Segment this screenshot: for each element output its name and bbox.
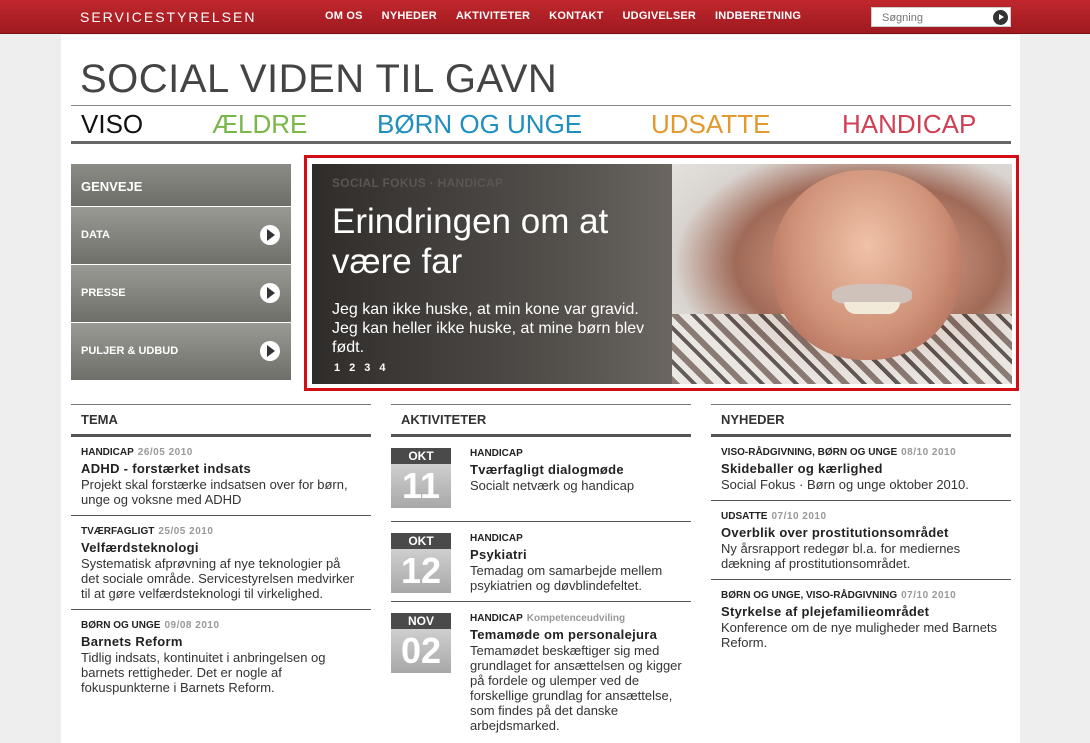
topnav-aktiviteter[interactable]: AKTIVITETER xyxy=(455,10,531,22)
genveje-item-data[interactable] xyxy=(71,207,291,264)
entry-title[interactable]: ADHD - forstærket indsats xyxy=(81,461,252,476)
entry-meta xyxy=(81,526,361,537)
list-item[interactable] xyxy=(711,580,1011,658)
category-nav xyxy=(71,105,1011,144)
entry-category: HANDICAP xyxy=(470,448,523,459)
entry-meta xyxy=(470,613,691,624)
entry-date: 25/05 2010 xyxy=(158,526,214,537)
entry-date: 07/10 2010 xyxy=(901,590,957,601)
entry-title[interactable]: Skideballer og kærlighed xyxy=(721,461,883,476)
entry-category: HANDICAP xyxy=(81,447,134,458)
category-viso[interactable]: VISO xyxy=(81,109,144,139)
hero-photo xyxy=(672,164,1012,384)
entry-text: Temamødet beskæftiger sig med grundlaget for ansættelsen og kigger på fordele og ulemper ved de forskellige grundlag for ansættelse, som findes på det danske arbejdsmarked. xyxy=(470,643,682,733)
entry-meta xyxy=(470,533,691,544)
photo-face xyxy=(772,170,962,360)
hero-text-panel xyxy=(312,164,672,384)
topnav-udgivelser[interactable]: UDGIVELSER xyxy=(622,10,697,22)
genveje-item-label: DATA xyxy=(81,229,110,241)
topnav-kontakt[interactable]: KONTAKT xyxy=(549,10,604,22)
page-content xyxy=(61,35,1020,743)
list-item[interactable] xyxy=(71,610,371,703)
category-udsatte[interactable]: UDSATTE xyxy=(651,109,771,139)
entry-category: HANDICAP xyxy=(470,533,523,544)
entry-category: VISO-RÅDGIVNING, BØRN OG UNGE xyxy=(721,447,898,458)
entry-meta xyxy=(470,448,691,459)
entry-category: UDSATTE xyxy=(721,511,768,522)
arrow-right-icon xyxy=(260,283,280,303)
tema-column xyxy=(71,404,371,703)
entry-meta xyxy=(721,447,1001,458)
list-item[interactable] xyxy=(391,522,691,602)
entry-text: Systematisk afprøvning af nye teknologier på det sociale område. Servicestyrelsen medvirker til at gøre velfærdsteknologi til virkelighed. xyxy=(81,556,355,601)
category-boern-og-unge[interactable]: BØRN OG UNGE xyxy=(377,109,583,139)
entry-category: BØRN OG UNGE xyxy=(81,620,161,631)
entry-meta xyxy=(81,620,361,631)
entry-date: 09/08 2010 xyxy=(164,620,220,631)
entry-category: BØRN OG UNGE, VISO-RÅDGIVNING xyxy=(721,590,898,601)
category-aeldre[interactable]: ÆLDRE xyxy=(212,109,308,139)
entry-note: Kompetenceudviling xyxy=(526,613,626,624)
search-input[interactable] xyxy=(872,9,982,27)
date-badge xyxy=(391,613,451,673)
entry-date: 08/10 2010 xyxy=(901,447,957,458)
genveje-item-puljer[interactable] xyxy=(71,323,291,380)
date-month: OKT xyxy=(391,448,451,464)
entry-meta xyxy=(721,511,1001,522)
entry-category: TVÆRFAGLIGT xyxy=(81,526,155,537)
search-box xyxy=(871,7,1011,27)
hero-text: Jeg kan ikke huske, at min kone var gravid. Jeg kan heller ikke huske, at mine børn blev født. xyxy=(332,301,645,356)
hero-slide[interactable] xyxy=(312,164,1012,384)
entry-date: 26/05 2010 xyxy=(137,447,193,458)
hero-pager xyxy=(334,362,386,374)
arrow-right-icon xyxy=(260,341,280,361)
hero-kicker: SOCIAL FOKUS · HANDICAP xyxy=(332,176,504,190)
genveje-title: GENVEJE xyxy=(71,164,291,206)
entry-text: Ny årsrapport redegør bl.a. for mediernes dækning af prostitutionsområdet. xyxy=(721,541,961,571)
top-bar xyxy=(0,0,1090,34)
site-title: SOCIAL VIDEN TIL GAVN xyxy=(80,57,558,101)
topnav-nyheder[interactable]: NYHEDER xyxy=(381,10,437,22)
entry-text: Social Fokus · Børn og unge oktober 2010. xyxy=(721,477,969,492)
brand-logo[interactable]: SERVICESTYRELSEN xyxy=(80,9,257,25)
date-day: 02 xyxy=(391,629,451,673)
date-badge xyxy=(391,533,451,593)
entry-category: HANDICAP xyxy=(470,613,523,624)
entry-text: Konference om de nye muligheder med Barnets Reform. xyxy=(721,620,998,650)
entry-title[interactable]: Styrkelse af plejefamilieområdet xyxy=(721,604,930,619)
entry-text: Projekt skal forstærke indsatsen over for børn, unge og voksne med ADHD xyxy=(81,477,348,507)
nyheder-heading: NYHEDER xyxy=(711,404,1011,437)
entry-title[interactable]: Psykiatri xyxy=(470,547,527,562)
date-badge xyxy=(391,448,451,508)
search-go-icon[interactable] xyxy=(993,10,1008,25)
entry-title[interactable]: Temamøde om personalejura xyxy=(470,627,658,642)
genveje-item-label: PRESSE xyxy=(81,287,126,299)
genveje-item-label: PULJER & UDBUD xyxy=(81,345,179,357)
entry-date: 07/10 2010 xyxy=(771,511,827,522)
entry-text: Socialt netværk og handicap xyxy=(470,478,635,493)
nyheder-column xyxy=(711,404,1011,658)
hero-page-1[interactable]: 1 xyxy=(334,362,341,374)
date-day: 11 xyxy=(391,464,451,508)
genveje-item-presse[interactable] xyxy=(71,265,291,322)
arrow-right-icon xyxy=(260,225,280,245)
list-item[interactable] xyxy=(711,501,1011,580)
entry-title[interactable]: Velfærdsteknologi xyxy=(81,540,199,555)
top-nav xyxy=(325,10,820,22)
entry-title[interactable]: Tværfagligt dialogmøde xyxy=(470,462,624,477)
date-month: NOV xyxy=(391,613,451,629)
photo-smile xyxy=(844,302,900,314)
date-day: 12 xyxy=(391,549,451,593)
genveje-panel xyxy=(71,164,291,380)
tema-heading: TEMA xyxy=(71,404,371,437)
date-month: OKT xyxy=(391,533,451,549)
entry-meta xyxy=(721,590,1001,601)
hero-page-2[interactable]: 2 xyxy=(349,362,356,374)
topnav-om-os[interactable]: OM OS xyxy=(325,10,363,22)
spacer xyxy=(470,493,691,513)
hero-carousel[interactable] xyxy=(304,155,1019,391)
hero-page-3[interactable]: 3 xyxy=(364,362,371,374)
list-item[interactable] xyxy=(711,437,1011,501)
hero-page-4[interactable]: 4 xyxy=(379,362,386,374)
topnav-indberetning[interactable]: INDBERETNING xyxy=(715,10,802,22)
list-item[interactable] xyxy=(71,437,371,516)
list-item[interactable] xyxy=(391,437,691,522)
entry-meta xyxy=(81,447,361,458)
aktiviteter-heading: AKTIVITETER xyxy=(391,404,691,437)
list-item[interactable] xyxy=(391,602,691,741)
aktiviteter-column xyxy=(391,404,691,741)
category-handicap[interactable]: HANDICAP xyxy=(842,109,977,139)
list-item[interactable] xyxy=(71,516,371,610)
hero-title[interactable]: Erindringen om at være far xyxy=(332,202,609,281)
entry-text: Temadag om samarbejde mellem psykiatrien og døvblindefeltet. xyxy=(470,563,663,593)
entry-title[interactable]: Overblik over prostitutionsområdet xyxy=(721,525,949,540)
entry-text: Tidlig indsats, kontinuitet i anbringelsen og barnets rettigheder. Det er nogle af fokuspunkterne i Barnets Reform. xyxy=(81,650,326,695)
entry-title[interactable]: Barnets Reform xyxy=(81,634,183,649)
